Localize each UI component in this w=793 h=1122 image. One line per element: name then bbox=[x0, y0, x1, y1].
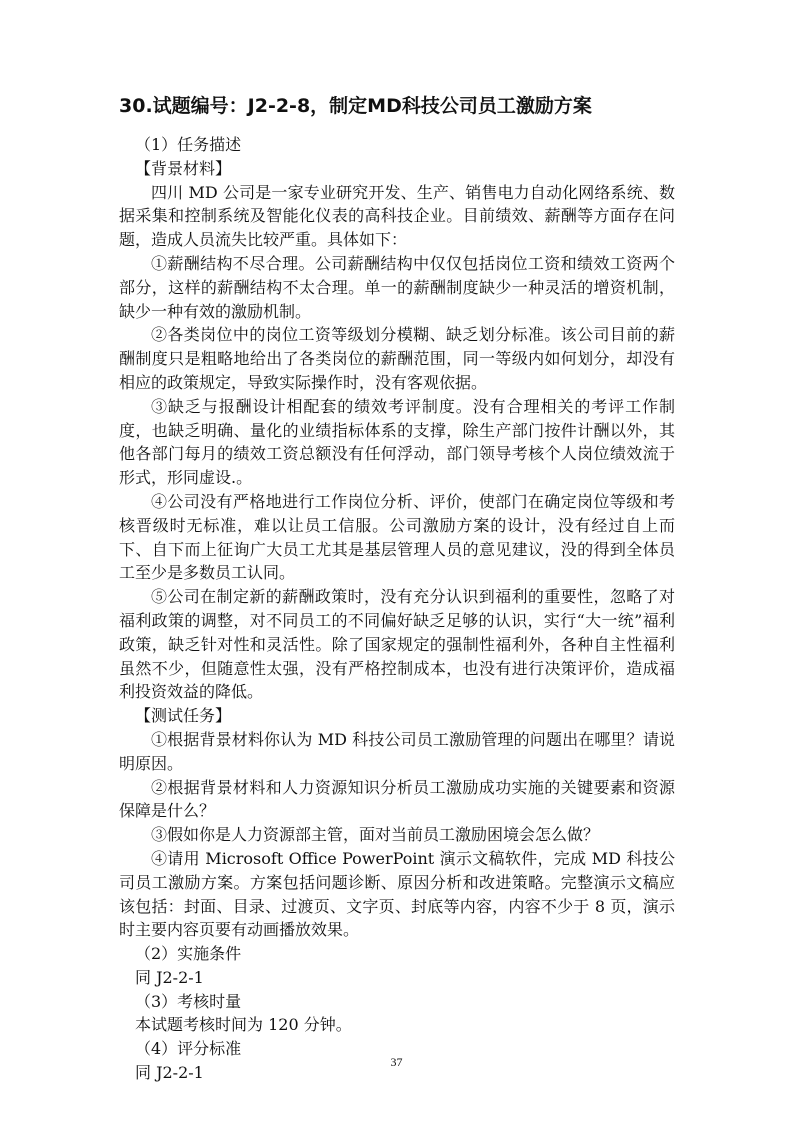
time-heading: （3）考核时量 bbox=[135, 991, 242, 1011]
conditions-text: 同 J2-2-1 bbox=[135, 967, 204, 987]
background-intro: 四川 MD 公司是一家专业研究开发、生产、销售电力自动化网络系统、数据采集和控制系统及智能化仪表的高科技企业。目前绩效、薪酬等方面存在问题，造成人员流失比较严重。具体如下： bbox=[119, 182, 675, 250]
problem-item: ①薪酬结构不尽合理。公司薪酬结构中仅仅包括岗位工资和绩效工资两个部分，这样的薪酬结构不太合理。单一的薪酬制度缺少一种灵活的增资机制，缺少一种有效的激励机制。 bbox=[119, 253, 675, 321]
question-title: 30.试题编号：J2-2-8，制定MD科技公司员工激励方案 bbox=[119, 95, 592, 117]
task-heading: （1）任务描述 bbox=[135, 135, 242, 154]
criteria-heading: （4）评分标准 bbox=[135, 1039, 242, 1059]
problem-item: ⑤公司在制定新的薪酬政策时，没有充分认识到福利的重要性，忽略了对福利政策的调整，对不同员工的不同偏好缺乏足够的认识，实行“大一统”福利政策，缺乏针对性和灵活性。除了国家规定的强制性福利外，各种自主性福利虽然不少，但随意性太强，没有严格控制成本，也没有进行决策评价，造成福利投资效益的降低。 bbox=[119, 587, 675, 702]
page-number: 37 bbox=[390, 1055, 403, 1069]
problem-item: ③缺乏与报酬设计相配套的绩效考评制度。没有合理相关的考评工作制度，也缺乏明确、量化的业绩指标体系的支撑，除生产部门按件计酬以外，其他各部门每月的绩效工资总额没有任何浮动，部门领导考核个人岗位绩效流于形式，形同虚设.。 bbox=[119, 396, 675, 488]
problem-item: ②各类岗位中的岗位工资等级划分模糊、缺乏划分标准。该公司目前的薪酬制度只是粗略地给出了各类岗位的薪酬范围，同一等级内如何划分，却没有相应的政策规定，导致实际操作时，没有客观依据。 bbox=[119, 325, 675, 392]
conditions-heading: （2）实施条件 bbox=[135, 944, 242, 964]
task-item: ②根据背景材料和人力资源知识分析员工激励成功实施的关键要素和资源保障是什么？ bbox=[119, 777, 675, 821]
task-item: ④请用 Microsoft Office PowerPoint 演示文稿软件，完成 MD 科技公司员工激励方案。方案包括问题诊断、原因分析和改进策略。完整演示文稿应该包括：封面、目录、过渡页、文字页、封底等内容，内容不少于 8 页，演示时主要内容页要有动画播放效果。 bbox=[119, 848, 675, 940]
time-text: 本试题考核时间为 120 分钟。 bbox=[135, 1015, 352, 1035]
question-body bbox=[119, 133, 675, 1085]
task-item: ①根据背景材料你认为 MD 科技公司员工激励管理的问题出在哪里？请说明原因。 bbox=[119, 729, 675, 773]
test-heading: 【测试任务】 bbox=[135, 706, 232, 726]
problem-item: ④公司没有严格地进行工作岗位分析、评价，使部门在确定岗位等级和考核晋级时无标准，难以让员工信服。公司激励方案的设计，没有经过自上而下、自下而上征询广大员工尤其是基层管理人员的意见建议，没的得到全体员工至少是多数员工认同。 bbox=[119, 491, 675, 583]
criteria-text: 同 J2-2-1 bbox=[135, 1063, 204, 1083]
task-item: ③假如你是人力资源部主管，面对当前员工激励困境会怎么做？ bbox=[151, 825, 600, 845]
background-heading: 【背景材料】 bbox=[135, 158, 232, 178]
